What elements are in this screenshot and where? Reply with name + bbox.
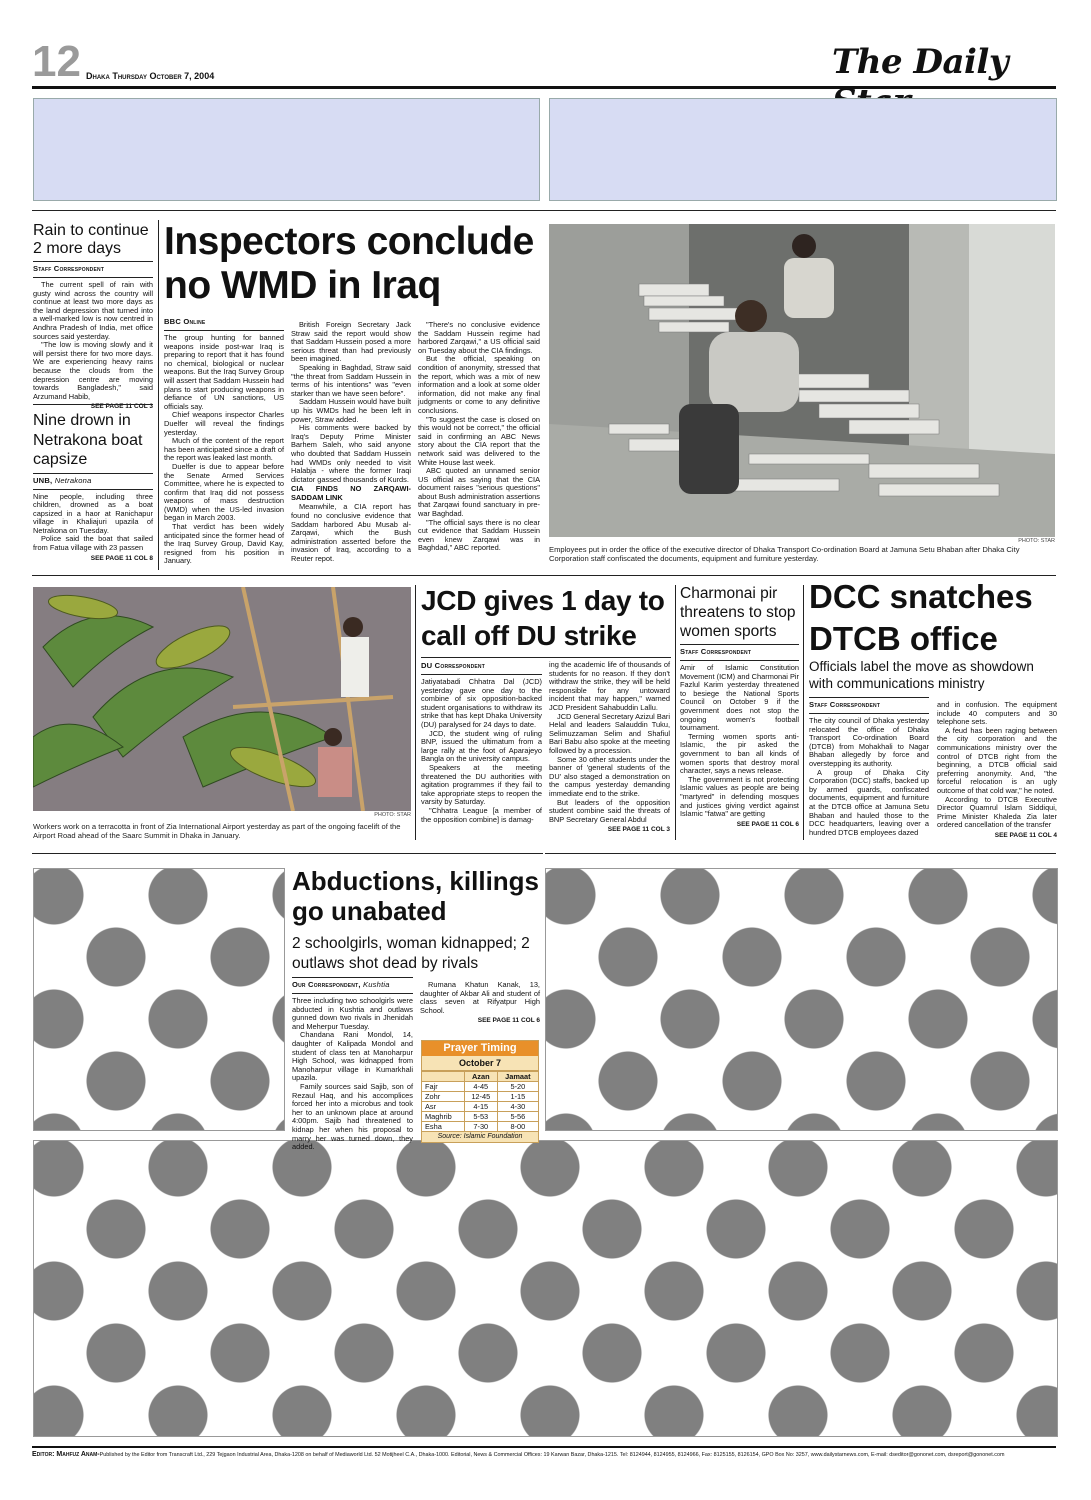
netrakona-body: Nine people, including three children, drowned as a boat capsized in a haor at Ranichapur village in Khaliajuri upazila of Netrakona on Tuesday. Police said the boat that sailed from Fatua village with 23 passen	[33, 491, 153, 553]
prayer-row: Maghrib 5-53 5-56	[422, 1112, 538, 1122]
office-photo-image	[549, 224, 1055, 537]
wmd-headline: Inspectors conclude no WMD in Iraq	[164, 220, 534, 307]
terracotta-photo-caption: Workers work on a terracotta in front of Zia International Airport yesterday as part of the ongoing facelift of the Airport Road ahead of the Saarc Summit in Dhaka in January.	[33, 822, 401, 840]
terracotta-photo-credit: PHOTO: STAR	[374, 812, 411, 818]
dcc-col2: and in confusion. The equipment include 40 computers and 30 telephone sets. A feud has been raging between the city corporation and the communications ministry over the control of DTCB right from the beginning, a DTCB official said preferring anonymity. And, "the forceful relocation is an ugly outcome of that cold war," he noted. According to DTCB Executive Director Quamrul Islam Siddiqui, Prime Minister Khaleda Zia later ordered cancellation of the transfer SEE PAGE 11 COL 4	[937, 700, 1057, 839]
office-photo-credit: PHOTO: STAR	[1018, 538, 1055, 544]
prayer-timing-date: October 7	[422, 1056, 538, 1071]
abductions-col2: Rumana Khatun Kanak, 13, daughter of Akbar Ali and student of class seven at Rifyatpur High School. SEE PAGE 11 COL 6	[420, 980, 540, 1025]
prayer-timing-source: Source: Islamic Foundation	[422, 1132, 538, 1142]
wmd-subhead: CIA FINDS NO ZARQAWI-SADDAM LINK	[291, 484, 411, 502]
footer-text: Published by the Editor from Transcraft Ltd., 229 Tejgaon Industrial Area, Dhaka-1208 on behalf of Mediaworld Ltd. 52 Motijheel C.A., Dhaka-1000. Editorial, News & Commercial Offices: 19 Karwan Bazar, Dhaka-1215. Tel: 8124944, 8124955, 8124966, Fax: 8125155, 8126154, GPO Box No: 3257, www.dailystarnews.com, E-mail: dseditor@gononet.com, dsreport@gononet.com	[99, 1452, 1005, 1458]
charmonai-byline: Staff Correspondent	[680, 647, 752, 656]
dot-pattern-right	[545, 868, 1058, 1131]
abductions-headline: Abductions, killings go unabated	[292, 866, 540, 926]
jcd-jump: SEE PAGE 11 COL 3	[607, 826, 670, 834]
masthead-logo: The Daily	[832, 42, 1009, 82]
charmonai-story: Charmonai pir threatens to stop women sports Staff Correspondent Amir of Islamic Constitution Movement (ICM) and Charmonai Pir Fazlul Karim yesterday threatened to besiege the National Sports Council on October 9 if the government does not stop the ongoing women's football tournament. Terming women sports anti-Islamic, the pir asked the government to ban all kinds of women sports that destroy moral character, says a news release. The government is not protecting Islamic values as people are being "martyred" in defending mosques and justices giving verdict against Islamic "fatwa" are getting SEE PAGE 11 COL 6	[680, 585, 799, 828]
jcd-headline: JCD gives 1 day to call off DU strike	[421, 585, 665, 651]
rain-story	[33, 222, 153, 410]
prayer-header-azan: Azan	[464, 1072, 497, 1082]
rain-body: The current spell of rain with gusty wind across the country will continue at least two more days as the land depression that turned into a well-marked low is now centred in Andhra Pradesh of India, met office sources said yesterday. "The low is moving slowly and it will persist there for two more days. We are experiencing heavy rains because the clouds from the depression centre are moving towards Bangladesh," said Arzumand Habib,	[33, 280, 153, 401]
dcc-subhead: Officials label the move as showdown with communications ministry	[809, 659, 1034, 691]
netrakona-story	[33, 411, 153, 562]
dcc-col1: Staff Correspondent The city council of Dhaka yesterday relocated the office of Dhaka Transport Co-ordination Board (DTCB) from Mohakhali to Nagar Bhaban allegedly by force and overstepping its authority. A group of Dhaka City Corporation (DCC) staffs, backed up by armed guards, confiscated documents, equipment and furniture at the DTCB office at Jamuna Setu Bhaban and hauled those to the DCC headquarters, leaving over a hundred DTCB employees dazed	[809, 697, 929, 837]
wmd-col1: BBC Online The group hunting for banned weapons inside post-war Iraq is preparing to report that it has found no chemical, biological or nuclear weapons. But the Iraq Survey Group will assert that Saddam Hussein had plans to start producing weapons in defiance of UN sanctions, US officials say. Chief weapons inspector Charles Duelfer will reveal the findings yesterday. Much of the content of the report has been anticipated since a draft of the report was leaked last month. Duelfer is due to appear before the Senate Armed Services Committee, where he is expected to confirm that Iraq did not possess weapons of mass destruction (WMD) when the US-led invasion began in March 2003. That verdict has been widely anticipated since the former head of the Iraq Survey Group, David Kay, resigned from his position in January.	[164, 317, 284, 566]
office-photo-caption: Employees put in order the office of the executive director of Dhaka Transport Co-ordination Board at Jamuna Setu Bhaban after Dhaka City Corporation staff confiscated the documents, equipment and furniture yesterday.	[549, 545, 1020, 563]
prayer-timing-title: Prayer Timing	[422, 1041, 538, 1056]
wmd-col3: "There's no conclusive evidence the Saddam Hussein regime had harbored Zarqawi," a US official said on Tuesday about the CIA findings. But the official, speaking on condition of anonymity, stressed that the report, which was a mix of new information and a look at some older information, did not make any final judgments or come to any definitive conclusions. "To suggest the case is closed on this would not be correct," the official said in confirming an ABC News story about the CIA report that the network said was delivered to the White House last week. ABC quoted an unnamed senior US official as saying that the CIA document raises "serious questions" about Bush administration assertions that Zarqawi found sanctuary in pre-war Baghdad. "The official says there is no clear cut evidence that Saddam Hussein even knew Zarqawi was in Baghdad," ABC reported.	[418, 320, 540, 553]
dcc-headline: DCC snatches DTCB office	[809, 578, 1033, 657]
abductions-subhead: 2 schoolgirls, woman kidnapped; 2 outlaws shot dead by rivals	[292, 935, 530, 972]
prayer-header-jamaat: Jamaat	[497, 1072, 538, 1082]
section-rule	[32, 210, 1056, 211]
abductions-byline: Our Correspondent, Kushtia	[292, 980, 390, 989]
dcc-byline: Staff Correspondent	[809, 700, 881, 709]
dcc-jump: SEE PAGE 11 COL 4	[994, 831, 1057, 839]
charmonai-jump: SEE PAGE 11 COL 6	[736, 820, 799, 828]
dot-pattern-bottom	[33, 1140, 1058, 1437]
jcd-byline: DU Correspondent	[421, 661, 485, 670]
wmd-col2: British Foreign Secretary Jack Straw said the report would show that Saddam Hussein posed a more serious threat than had previously been imagined. Speaking in Baghdad, Straw said "the threat from Saddam Hussein in terms of his intentions" was "even starker than we have seen before". Saddam Hussein would have built up his WMDs had he been left in power, Straw added. His comments were backed by Iraq's Deputy Prime Minister Barhem Saleh, who said anyone who doubted that Saddam Hussein had WMDs only needed to visit Halabja - where the former Iraqi dictator gassed thousands of Kurds. CIA FINDS NO ZARQAWI-SADDAM LINK Meanwhile, a CIA report has found no conclusive evidence that Saddam harbored Abu Musab al-Zarqawi, which the Bush administration asserted before the invasion of Iraq, according to a Reuter repot.	[291, 320, 411, 564]
rain-headline: Rain to continue 2 more days	[33, 222, 149, 257]
netrakona-jump: SEE PAGE 11 COL 8	[90, 554, 153, 562]
prayer-timing-box	[421, 1040, 539, 1143]
prayer-row: Esha 7-30 8-00	[422, 1122, 538, 1132]
charmonai-headline: Charmonai pir threatens to stop women sports	[680, 585, 796, 640]
office-photo	[549, 224, 1055, 537]
terracotta-photo-image	[33, 587, 411, 811]
prayer-timing-table	[422, 1071, 538, 1132]
rain-jump: SEE PAGE 11 COL 3	[90, 403, 153, 411]
abductions-col1: Our Correspondent, Kushtia Three including two schoolgirls were abducted in Kushtia and outlaws gunned down two rivals in Jhenidah and Meherpur Tuesday. Chandana Rani Mondol, 14, daughter of Kalipada Mondol and student of class ten at Manoharpur High School, was kidnapped from Manoharpur village in Kumarkhali upazila. Family sources said Sajib, son of Rezaul Haq, and his accomplices forced her into a microbus and took her to an unknown place at around 4:00pm. Sajib had threatened to kidnap her when his proposal to marry her was turned down, they added.	[292, 977, 413, 1152]
prayer-row: Asr 4-15 4-30	[422, 1102, 538, 1112]
netrakona-byline: UNB, Netrakona	[33, 475, 92, 485]
footer-editor: Editor: Mahfuz Anam-	[32, 1451, 100, 1458]
netrakona-headline: Nine drown in Netrakona boat capsize	[33, 412, 143, 468]
jcd-col2: ing the academic life of thousands of students for no reason. If they don't withdraw the strike, they will be held responsible for any untoward incident that may happen," warned JCD President Sahabuddin Lallu. JCD General Secretary Azizul Bari Helal and leaders Salauddin Tuku, Selimuzzaman Selim and Shafiul Bari Babu also spoke at the meeting followed by a procession. Some 30 other students under the banner of 'general students of the DU' also staged a demonstration on the campus yesterday demanding immediate end to the strike. But leaders of the opposition student combine said the threats of BNP Secretary General Abdul SEE PAGE 11 COL 3	[549, 660, 670, 834]
footer-imprint	[32, 1451, 1062, 1459]
masthead-rule	[32, 86, 1056, 89]
prayer-row: Zohr 12-45 1-15	[422, 1092, 538, 1102]
page-number: 12	[32, 37, 81, 86]
dot-pattern-left	[33, 868, 285, 1131]
jcd-col1: DU Correspondent Jatiyatabadi Chhatra Dal (JCD) yesterday gave one day to the combine of six opposition-backed student organisations to withdraw its strike that has kept Dhaka University (DU) paralysed for 24 days to date. JCD, the student wing of ruling BNP, issued the ultimatum from a large rally at the foot of Aparajeyo Bangla on the university campus. Speakers at the meeting threatened the DU authorities with agitation programmes if they fail to take appropriate steps to reopen the varsity by Saturday. "Chhatra League [a member of the opposition combine] is damag-	[421, 661, 542, 824]
advert-box-left	[33, 98, 540, 201]
advert-box-right	[549, 98, 1057, 201]
terracotta-photo	[33, 587, 411, 811]
footer-rule	[32, 1446, 1056, 1448]
dateline: Dhaka Thursday October 7, 2004	[86, 71, 215, 81]
rain-byline: Staff Correspondent	[33, 264, 105, 273]
abductions-jump: SEE PAGE 11 COL 6	[477, 1017, 540, 1025]
prayer-row: Fajr 4-45 5-20	[422, 1082, 538, 1092]
wmd-byline: BBC Online	[164, 317, 206, 326]
